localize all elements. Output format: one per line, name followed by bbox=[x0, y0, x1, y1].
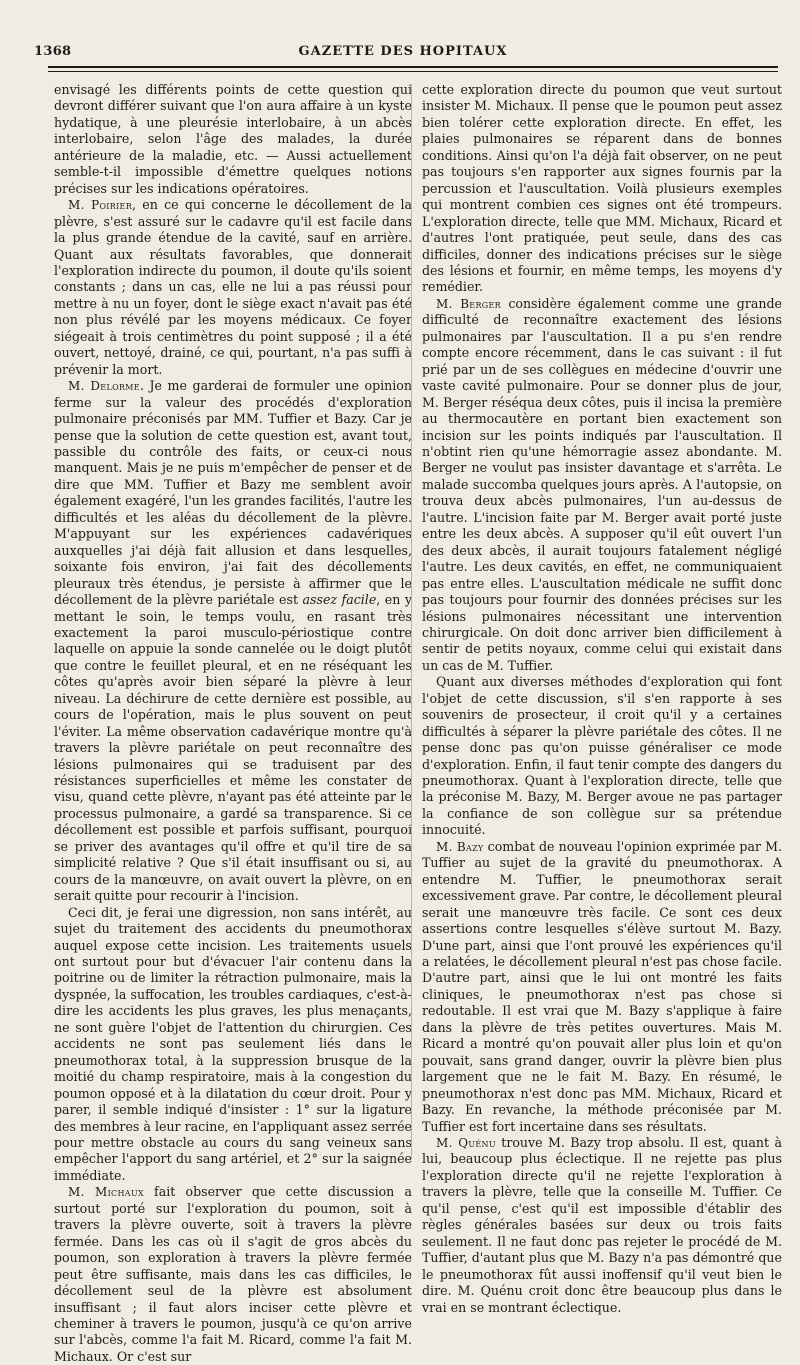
column-divider bbox=[411, 84, 412, 1158]
paragraph: Ceci dit, je ferai une digression, non sans intérêt, au sujet du traitement des accidents du pneumothorax auquel expose cette incision. Les traitements usuels ont surtout pour but d'évacuer l'air contenu dans la poitrine ou de limiter la rétraction pulmonaire, mais la dyspnée, la suffocation, les troubles cardiaques, c'est-à-dire les accidents les plus graves, les plus menaçants, ne sont guère l'objet de l'attention du chirurgien. Ces accidents ne sont pas seulement liés dans le pneumothorax total, à la suppression brusque de la moitié du champ respiratoire, mais à la congestion du poumon opposé et à la dilatation du cœur droit. Pour y parer, il semble indiqué d'insister : 1° sur la ligature des membres à leur racine, en l'appliquant assez serrée pour mettre obstacle au cours du sang veineux sans empêcher l'apport du sang artériel, et 2° sur la saignée immédiate. bbox=[54, 904, 412, 1183]
paragraph-text: , en ce qui concerne le décollement de la plèvre, s'est assuré sur le cadavre qu'il est facile dans la plus grande étendue de la cavité, sauf en arrière. Quant aux résultats favorables, que donnerait l'exploration indirecte du poumon, il doute qu'ils soient constants ; dans un cas, elle ne lui a pas réussi pour mettre à nu un foyer, dont le siège exact n'avait pas été non plus révélé par les moyens médicaux. Ce foyer siégeait à trois centimètres du point supposé ; il a été ouvert, nettoyé, drainé, ce qui, pourtant, n'a pas suffi à prévenir la mort. bbox=[54, 197, 412, 377]
paragraph: Quant aux diverses méthodes d'exploration qui font l'objet de cette discussion, s'il s'en rapporte à ses souvenirs de prosecteur, il croit qu'il y a certaines difficultés à séparer la plèvre pariétale des côtes. Il ne pense donc pas qu'on puisse généraliser ce mode d'exploration. Enfin, il faut tenir compte des dangers du pneumothorax. Quant à l'exploration directe, telle que la préconise M. Bazy, M. Berger avoue ne pas partager la confiance de son collègue sur sa prétendue innocuité. bbox=[422, 674, 782, 838]
paragraph: cette exploration directe du poumon que veut surtout insister M. Michaux. Il pense que le poumon peut assez bien tolérer cette exploration directe. En effet, les plaies pulmonaires se réparent dans de bonnes conditions. Ainsi qu'on l'a déjà fait observer, on ne peut pas toujours s'en rapporter aux signes fournis par la percussion et l'auscultation. Voilà plusieurs exemples qui montrent combien ces signes ont été trompeurs. L'exploration directe, telle que MM. Michaux, Ricard et d'autres l'ont pratiquée, peut seule, dans des cas difficiles, donner des indications précises sur le siège des lésions et fournir, en même temps, les moyens d'y remédier. bbox=[422, 82, 782, 295]
speaker-name: M. Poirier bbox=[68, 198, 133, 213]
paragraph bbox=[54, 197, 412, 378]
italic-text: assez facile bbox=[302, 592, 377, 608]
paragraph bbox=[54, 1184, 412, 1365]
page-number: 1368 bbox=[34, 44, 72, 59]
paragraph bbox=[422, 296, 782, 674]
paragraph-text: considère également comme une grande difficulté de reconnaître exactement des lésions pulmonaires par l'auscultation. Il a pu s'en rendre compte encore récemment, dans le cas suivant : il fut prié par un de ses collègues en médecine d'ouvrir une vaste cavité pulmonaire. Pour se donner plus de jour, M. Berger réséqua deux côtes, puis il incisa la première au thermocautère en portant bien exactement son incision sur les points indiqués par l'auscultation. Il n'obtint rien qu'une hémorragie assez abondante. M. Berger ne voulut pas insister davantage et s'arrêta. Le malade succomba quelques jours après. A l'autopsie, on trouva deux abcès pulmonaires, l'un au-dessus de l'autre. L'incision faite par M. Berger avait porté juste entre les deux abcès. A supposer qu'il eût ouvert l'un des deux abcès, il aurait toujours fatalement négligé l'autre. Les deux cavités, en effet, ne communiquaient pas entre elles. L'auscultation médicale ne suffit donc pas toujours pour fournir des données précises sur les lésions pulmonaires nécessitant une intervention chirurgicale. On doit donc arriver bien difficilement à sentir de petits noyaux, comme celui qui existait dans un cas de M. Tuffier. bbox=[422, 295, 782, 673]
header-rule-thin bbox=[48, 71, 778, 72]
journal-title: GAZETTE DES HOPITAUX bbox=[298, 44, 508, 59]
paragraph: envisagé les différents points de cette question qui devront différer suivant que l'on aura affaire à un kyste hydatique, à une pleurésie interlobaire, à un abcès interlobaire, selon l'âge des malades, la durée antérieure de la maladie, etc. — Aussi actuellement semble-t-il impossible d'émettre quelques notions précises sur les indications opératoires. bbox=[54, 82, 412, 196]
speaker-name: M. Berger bbox=[436, 296, 501, 311]
paragraph bbox=[422, 1135, 782, 1316]
paragraph-text: fait observer que cette discussion a surtout porté sur l'exploration du poumon, soit à travers la plèvre ouverte, soit à travers la plèvre fermée. Dans les cas où il s'agit de gros abcès du poumon, son exploration à travers la plèvre fermée peut être suffisante, mais dans les cas difficiles, le décollement seul de la plèvre est absolument insuffisant ; il faut alors inciser cette plèvre et cheminer à travers le poumon, jusqu'à ce qu'on arrive sur l'abcès, comme l'a fait M. Ricard, comme l'a fait M. Michaux. Or c'est sur bbox=[54, 1184, 412, 1364]
right-column bbox=[422, 82, 783, 1315]
left-column bbox=[54, 82, 413, 1364]
paragraph bbox=[422, 839, 782, 1135]
paragraph bbox=[54, 378, 412, 905]
paragraph-text: combat de nouveau l'opinion exprimée par M. Tuffier au sujet de la gravité du pneumothorax. A entendre M. Tuffier, le pneumothorax serait excessivement grave. Par contre, le décollement pleural serait une manœuvre très facile. Ce sont ces deux assertions contre lesquelles s'élève surtout M. Bazy. D'une part, ainsi que l'ont prouvé les expériences qu'il a relatées, le décollement pleural n'est pas chose facile. D'autre part, ainsi que le lui ont montré les faits cliniques, le pneumothorax n'est pas chose si redoutable. Il est vrai que M. Bazy s'applique à faire dans la plèvre de très petites ouvertures. Mais M. Ricard a montré qu'on pouvait aller plus loin et qu'on pouvait, sans grand danger, ouvrir la plèvre bien plus largement que ne le fait M. Bazy. En résumé, le pneumothorax n'est donc pas MM. Michaux, Ricard et Bazy. En revanche, la méthode préconisée par M. Tuffier est fort incertaine dans ses résultats. bbox=[422, 838, 783, 1134]
paragraph-text: trouve M. Bazy trop absolu. Il est, quant à lui, beaucoup plus éclectique. Il ne rejette pas plus l'exploration directe qu'il ne rejette l'exploration à travers la plèvre, telle que la conseille M. Tuffier. Ce qu'il pense, c'est qu'il est impossible d'établir des règles générales basées sur deux ou trois faits seulement. Il ne faut donc pas rejeter le procédé de M. Tuffier, d'autant plus que M. Bazy n'a pas démontré que le pneumothorax fût aussi inoffensif qu'il veut bien le dire. M. Quénu croit donc être beaucoup plus dans le vrai en se montrant éclectique. bbox=[422, 1135, 782, 1315]
speaker-name: M. Quénu bbox=[436, 1136, 496, 1150]
paragraph-text: , en y mettant le soin, le temps voulu, en rasant très exactement la paroi musculo-périostique contre laquelle on appuie la sonde cannelée ou le doigt plutôt que contre le feuillet pleural, et en ne réséquant les côtes qu'après avoir bien séparé la plèvre à leur niveau. La déchirure de cette dernière est possible, au cours de l'opération, mais le plus souvent on peut l'éviter. La même observation cadavérique montre qu'à travers la plèvre pariétale on peut reconnaître des lésions pulmonaires qui se traduisent par des résistances superficielles et même les constater de visu, quand cette plèvre, n'ayant pas été atteinte par le processus pulmonaire, a gardé sa transparence. Si ce décollement est possible et parfois suffisant, pourquoi se priver des avantages qu'il offre et qu'il tire de sa simplicité relative ? Que s'il était insuffisant ou si, au cours de la manœuvre, on avait ouvert la plèvre, on en serait quitte pour recourir à l'incision. bbox=[54, 592, 412, 904]
speaker-name: M. Bazy bbox=[436, 839, 484, 854]
header-rule-thick bbox=[48, 66, 778, 68]
speaker-name: M. Michaux bbox=[68, 1185, 144, 1200]
speaker-name: M. Delorme bbox=[68, 379, 140, 394]
running-header bbox=[28, 44, 778, 64]
paragraph-text: . Je me garderai de formuler une opinion ferme sur la valeur des procédés d'exploration pulmonaire préconisés par MM. Tuffier et Bazy. Car je pense que la solution de cette question est, avant tout, passible du contrôle des faits, or ceux-ci nous manquent. Mais je ne puis m'empêcher de penser et de dire que MM. Tuffier et Bazy me semblent avoir également exagéré, l'un les grandes facilités, l'autre les difficultés et les aléas du décollement de la plèvre. M'appuyant sur les expériences cadavériques auxquelles j'ai déjà fait allusion et dans lesquelles, soixante fois environ, j'ai fait des décollements pleuraux très étendus, je persiste à affirmer que le décollement de la plèvre pariétale est bbox=[54, 378, 413, 608]
